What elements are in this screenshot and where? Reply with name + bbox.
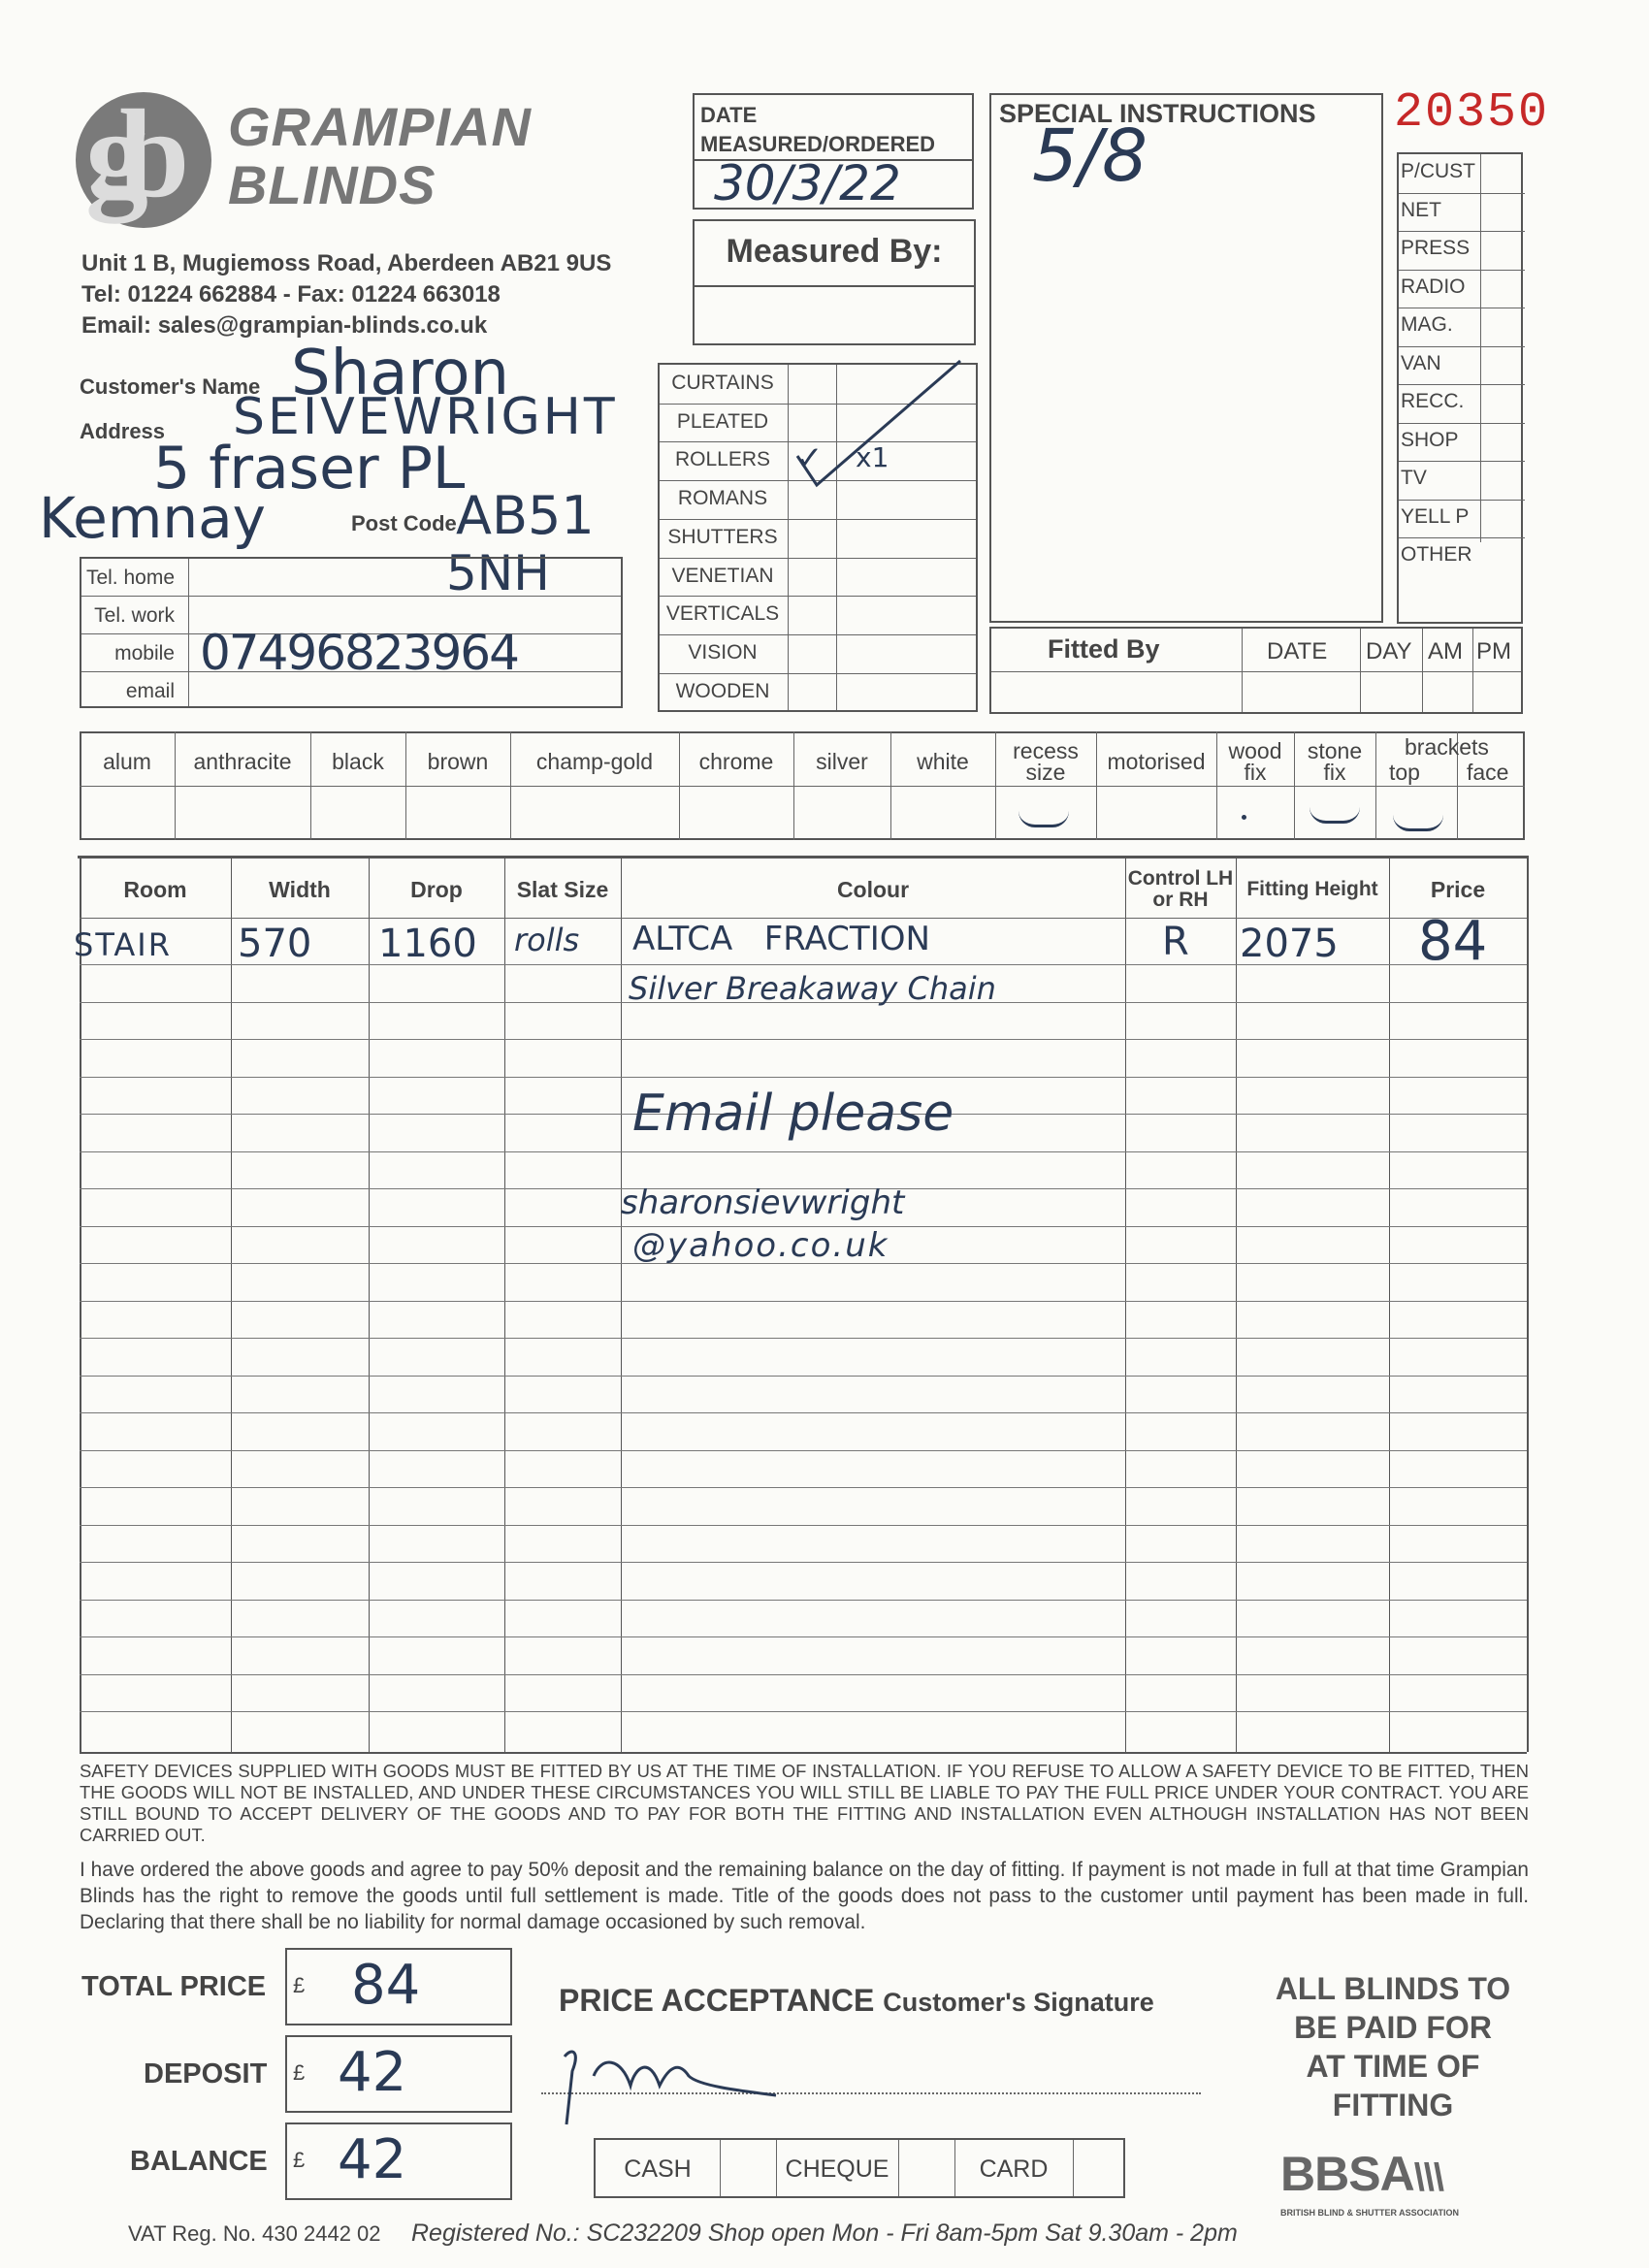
source-press: PRESS xyxy=(1401,237,1471,259)
notice-line-1: ALL BLINDS TO xyxy=(1275,1971,1511,2006)
note-email-user[interactable]: sharonsievwright xyxy=(621,1183,905,1222)
blind-type-label: VENETIAN xyxy=(671,564,774,587)
source-yell-p: YELL P xyxy=(1401,504,1470,528)
source-mag: MAG. xyxy=(1401,313,1453,336)
safety-terms: SAFETY DEVICES SUPPLIED WITH GOODS MUST BE FITTED BY US AT THE TIME OF INSTALLATION. IF YOU REFUSE TO ALLOW A SAFETY DEVICE TO BE FITTED, THEN THE GOODS WILL NOT BE INSTALLED, AND UNDER THESE CIRCUMSTANCES YOU WILL STILL BE LIABLE TO PAY THE FULL PRICE UNDER YOUR CONTRACT. YOU ARE STILL BOUND TO ACCEPT DELIVERY OF THE GOODS AND TO PAY FOR BOTH THE FITTING AND INSTALLATION EVEN ALTHOUGH INSTALLATION HAS NOT BEEN CARRIED OUT. xyxy=(80,1761,1529,1845)
blind-type-label: PLEATED xyxy=(676,409,769,433)
finish-recess-size[interactable]: recess size xyxy=(1013,738,1079,785)
note-email-domain[interactable]: @yahoo.co.uk xyxy=(632,1226,889,1265)
balance-currency: £ xyxy=(293,2148,306,2172)
contact-box xyxy=(80,557,623,708)
blind-type-label: ROLLERS xyxy=(674,448,771,471)
blind-type-label: ROMANS xyxy=(677,487,768,510)
company-email: Email: sales@grampian-blinds.co.uk xyxy=(81,312,488,339)
finish-motorised[interactable]: motorised xyxy=(1107,749,1206,774)
total-price-label: TOTAL PRICE xyxy=(81,1971,267,2002)
finish-brackets-top[interactable]: top xyxy=(1389,760,1420,785)
measured-by-box xyxy=(693,219,976,345)
finish-chrome[interactable]: chrome xyxy=(698,749,774,774)
deposit-label: DEPOSIT xyxy=(144,2058,268,2090)
finish-stone-fix[interactable]: stone fix xyxy=(1307,738,1363,785)
deposit-value[interactable]: 42 xyxy=(338,2041,407,2104)
blind-type-tick[interactable]: ✓ xyxy=(795,439,824,479)
deposit-box xyxy=(285,2035,512,2113)
bbsa-subtitle: BRITISH BLIND & SHUTTER ASSOCIATION xyxy=(1280,2208,1459,2218)
source-net: NET xyxy=(1401,198,1441,221)
agreement-terms: I have ordered the above goods and agree to pay 50% deposit and the remaining balance on the day of fitting. If payment is not made in full at that time Grampian Blinds has the right to remove the goods until full settlement is made. Title of the goods does not pass to the customer until payment has been made in full. Declaring that there shall be no liability for normal damage occasioned by such removal. xyxy=(80,1859,1529,1933)
postcode-line2[interactable]: 5NH xyxy=(446,545,550,601)
tel-work-label: Tel. work xyxy=(94,604,175,627)
row1-width[interactable]: 570 xyxy=(238,922,312,966)
source-shop: SHOP xyxy=(1401,428,1459,451)
note-email-please[interactable]: Email please xyxy=(632,1085,954,1143)
postcode-label: Post Code xyxy=(351,511,457,535)
source-divider xyxy=(1480,154,1481,542)
row1-room[interactable]: STAIR xyxy=(74,926,172,963)
column-header-control-lh-or-rh: Control LH or RH xyxy=(1127,867,1234,911)
company-logo xyxy=(76,84,221,228)
company-phone-fax: Tel: 01224 662884 - Fax: 01224 663018 xyxy=(81,281,501,308)
email-label: email xyxy=(125,680,175,702)
blind-type-label: VISION xyxy=(688,640,758,664)
company-name-line2: BLINDS xyxy=(228,154,436,215)
column-header-colour: Colour xyxy=(836,877,910,902)
bbsa-logo: BBSA\\\ xyxy=(1280,2147,1444,2201)
tel-home-label: Tel. home xyxy=(85,567,175,589)
address-town[interactable]: Kemnay xyxy=(39,485,266,551)
payment-cash[interactable]: CASH xyxy=(624,2155,692,2183)
special-instructions-box xyxy=(989,93,1383,623)
source-recc: RECC. xyxy=(1401,390,1465,412)
blind-type-label: WOODEN xyxy=(675,679,770,702)
column-header-room: Room xyxy=(123,877,187,902)
blind-type-verticals[interactable] xyxy=(660,596,976,634)
finish-white[interactable]: white xyxy=(917,749,969,774)
bbsa-logo-text: BBSA xyxy=(1280,2147,1414,2201)
postcode-line1[interactable]: AB51 xyxy=(456,485,595,546)
order-number: 20350 xyxy=(1394,85,1550,141)
column-header-fitting-height: Fitting Height xyxy=(1246,878,1378,900)
special-instructions-label: SPECIAL INSTRUCTIONS xyxy=(999,99,1316,128)
address-label: Address xyxy=(80,419,166,443)
fitted-am-label: AM xyxy=(1428,638,1463,664)
finish-brackets-face[interactable]: face xyxy=(1467,760,1509,785)
mobile-value[interactable]: 07496823964 xyxy=(200,625,518,681)
signature-line xyxy=(541,2092,1201,2094)
source-radio: RADIO xyxy=(1401,275,1466,298)
blind-type-pleated[interactable] xyxy=(660,404,976,442)
blind-type-shutters[interactable] xyxy=(660,519,976,558)
column-header-drop: Drop xyxy=(410,877,463,902)
finish-black[interactable]: black xyxy=(332,749,384,774)
payment-cheque[interactable]: CHEQUE xyxy=(785,2155,889,2183)
column-header-price: Price xyxy=(1430,877,1486,902)
source-van: VAN xyxy=(1401,351,1441,374)
fitted-day-label: DAY xyxy=(1366,638,1412,664)
source-tv: TV xyxy=(1401,467,1427,489)
company-name-line1: GRAMPIAN xyxy=(228,96,532,157)
finish-alum[interactable]: alum xyxy=(103,749,151,774)
customer-name[interactable]: Sharon xyxy=(291,338,510,409)
payment-notice xyxy=(1238,1969,1548,2124)
total-price-box xyxy=(285,1948,512,2025)
special-instructions-value: 5/8 xyxy=(1032,114,1148,198)
company-address: Unit 1 B, Mugiemoss Road, Aberdeen AB21 9US xyxy=(81,250,612,276)
total-price-value[interactable]: 84 xyxy=(351,1954,421,2017)
blind-type-label: VERTICALS xyxy=(665,602,780,626)
blind-type-label: CURTAINS xyxy=(671,372,774,394)
blind-type-romans[interactable] xyxy=(660,480,976,519)
payment-methods xyxy=(594,2138,1125,2198)
notice-line-3: AT TIME OF xyxy=(1306,2049,1480,2084)
blind-type-curtains[interactable] xyxy=(660,365,976,404)
finish-brown[interactable]: brown xyxy=(427,749,489,774)
mobile-label: mobile xyxy=(114,642,175,664)
balance-label: BALANCE xyxy=(130,2146,268,2177)
date-label: DATE MEASURED/ORDERED xyxy=(700,103,936,156)
row1-drop[interactable]: 1160 xyxy=(378,922,477,966)
fitted-by-box xyxy=(989,627,1523,714)
finish-champ-gold[interactable]: champ-gold xyxy=(535,749,654,774)
column-header-slat-size: Slat Size xyxy=(516,877,609,902)
fitted-by-label: Fitted By xyxy=(1048,634,1160,664)
balance-value[interactable]: 42 xyxy=(338,2128,407,2191)
registered-and-hours: Registered No.: SC232209 Shop open Mon - Fri 8am-5pm Sat 9.30am - 2pm xyxy=(411,2219,1238,2247)
address-line1[interactable]: SEIVEWRIGHT xyxy=(233,388,618,446)
deposit-currency: £ xyxy=(293,2060,306,2085)
payment-card[interactable]: CARD xyxy=(979,2155,1049,2183)
total-currency: £ xyxy=(293,1973,306,1997)
price-acceptance-title: PRICE ACCEPTANCE xyxy=(559,1983,875,2018)
date-value: 30/3/22 xyxy=(714,155,901,211)
blind-type-label: SHUTTERS xyxy=(667,525,778,548)
blind-type-venetian[interactable] xyxy=(660,558,976,597)
row1-colour[interactable]: ALTCA FRACTION xyxy=(632,920,930,958)
notice-line-2: BE PAID FOR xyxy=(1294,2010,1492,2045)
notice-line-4: FITTING xyxy=(1332,2088,1454,2122)
fitted-pm-label: PM xyxy=(1476,638,1511,664)
date-box xyxy=(693,93,974,210)
blind-type-note[interactable]: x1 xyxy=(856,441,889,474)
balance-box xyxy=(285,2122,512,2200)
customer-signature-label: Customer's Signature xyxy=(883,1988,1154,2017)
source-p-cust: P/CUST xyxy=(1401,160,1476,182)
row1-price[interactable]: 84 xyxy=(1418,910,1488,973)
blind-types-box xyxy=(658,363,978,712)
fitted-date-label: DATE xyxy=(1267,638,1328,664)
finish-anthracite[interactable]: anthracite xyxy=(193,749,292,774)
blind-type-rollers[interactable] xyxy=(660,441,976,480)
row1-fitting-height[interactable]: 2075 xyxy=(1240,922,1339,966)
column-header-width: Width xyxy=(269,877,331,902)
row1-control[interactable]: R xyxy=(1162,920,1189,964)
colour-line2[interactable]: Silver Breakaway Chain xyxy=(629,970,996,1007)
source-list xyxy=(1397,152,1523,624)
blind-type-vision[interactable] xyxy=(660,634,976,673)
price-acceptance-label xyxy=(559,1983,1154,2019)
address-line2[interactable]: 5 fraser PL xyxy=(153,435,466,502)
finish-dot-mark xyxy=(1242,815,1246,820)
customer-name-label: Customer's Name xyxy=(80,374,261,399)
logo-letters: gb xyxy=(85,84,161,224)
measured-by-label: Measured By: xyxy=(726,233,943,270)
vat-number: VAT Reg. No. 430 2442 02 xyxy=(128,2221,381,2246)
blind-type-wooden[interactable] xyxy=(660,673,976,712)
source-other: OTHER xyxy=(1401,543,1472,566)
finish-silver[interactable]: silver xyxy=(816,749,868,774)
finish-brackets: brackets xyxy=(1405,734,1489,760)
finish-wood-fix[interactable]: wood fix xyxy=(1228,738,1282,785)
row1-slat[interactable]: rolls xyxy=(514,922,580,958)
